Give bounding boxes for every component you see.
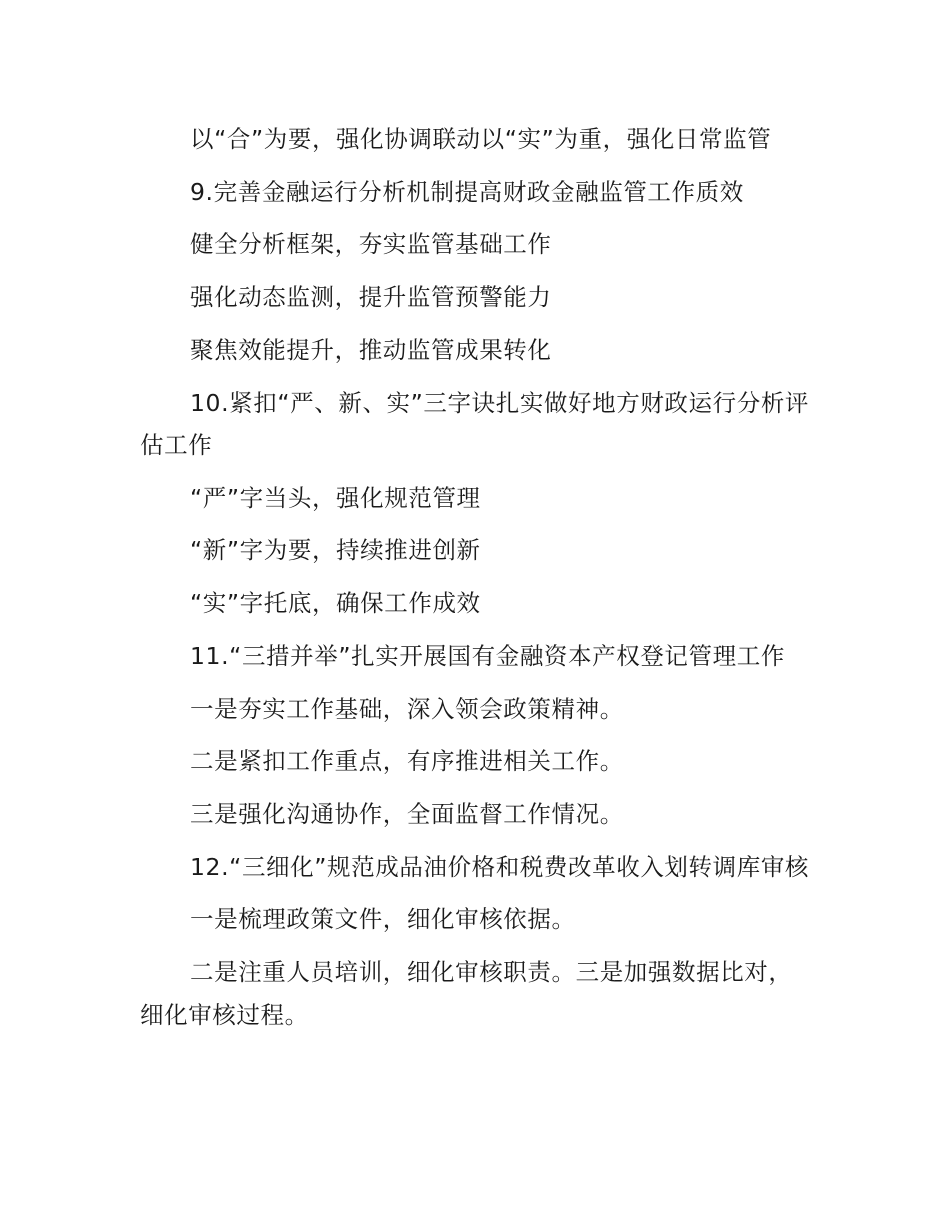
section-heading-12: 12.“三细化”规范成品油价格和税费改革收入划转调库审核 (190, 852, 810, 881)
paragraph: 二是注重人员培训，细化审核职责。三是加强数据比对，细化审核过程。 (140, 957, 793, 1029)
paragraph: 三是强化沟通协作，全面监督工作情况。 (190, 799, 624, 828)
paragraph: 强化动态监测，提升监管预警能力 (190, 283, 552, 312)
paragraph: 健全分析框架，夯实监管基础工作 (190, 230, 552, 259)
paragraph: 二是紧扣工作重点，有序推进相关工作。 (190, 747, 624, 776)
section-heading-11: 11.“三措并举”扎实开展国有金融资本产权登记管理工作 (190, 641, 785, 670)
paragraph: 一是梳理政策文件，细化审核依据。 (190, 905, 576, 934)
section-heading-9: 9.完善金融运行分析机制提高财政金融监管工作质效 (190, 177, 744, 206)
paragraph: “严”字当头，强化规范管理 (190, 483, 481, 512)
paragraph: “新”字为要，持续推进创新 (190, 536, 481, 565)
paragraph: “实”字托底，确保工作成效 (190, 589, 481, 618)
section-heading-10: 10.紧扣“严、新、实”三字诀扎实做好地方财政运行分析评估工作 (140, 388, 810, 460)
document-body (140, 113, 812, 1036)
paragraph: 一是夯实工作基础，深入领会政策精神。 (190, 694, 624, 723)
paragraph: 聚焦效能提升，推动监管成果转化 (190, 335, 552, 364)
paragraph: 以“合”为要，强化协调联动以“实”为重，强化日常监管 (190, 125, 772, 153)
